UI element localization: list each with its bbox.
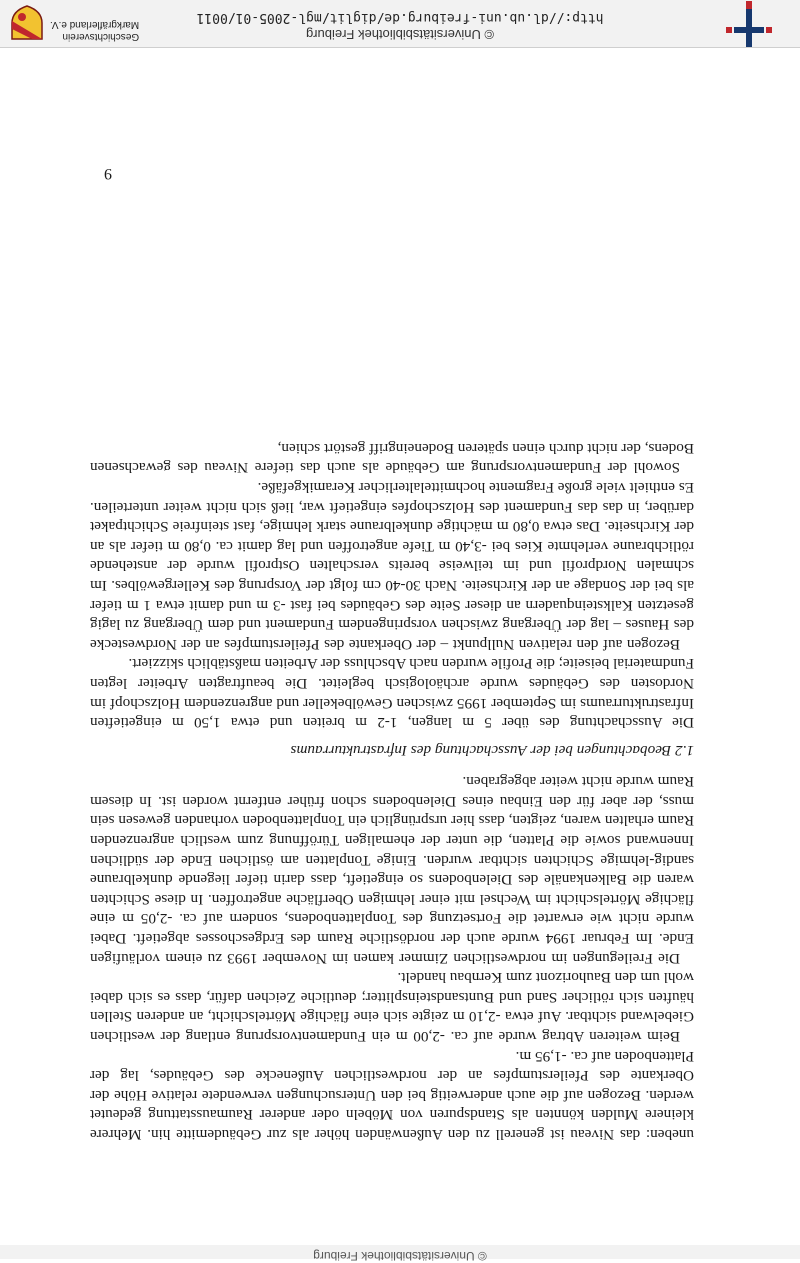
paragraph: Sowohl der Fundamentvorsprung am Gebäude als auch das tiefere Niveau des gewachsenen Bodens, der nicht durch einen späteren Bodeneingriff gestört schien,: [90, 439, 694, 477]
paragraph: Beim weiteren Abtrag wurde auf ca. -2,00 m ein Fundamentvorsprung entlang der westlichen Giebelwand sichtbar. Auf etwa -2,10 m zeigte sich eine flächige Mörtelschicht, an anderen Stellen häuften sich rötlicher Sand und Buntsandsteinsplitter; deutliche Zeichen dafür, dass es sich dabei wohl um den Bauhorizont zum Kernbau handelt.: [90, 969, 694, 1046]
club-name: [50, 18, 139, 42]
club-name-line: Geschichtsverein: [62, 31, 140, 42]
paragraph: Die Ausschachtung des über 5 m langen, 1-2 m breiten und etwa 1,50 m eingetieften Infrastrukturraums im September 1995 zwischen Gewölbekeller und angrenzendem Holzschopf im Nordosten des Gebäudes wurde archäologisch begleitet. Die beauftragten Arbeiter legten Fundmaterial beiseite; die Profile wurden nach Abschluss der Arbeiten maßstäblich skizziert.: [90, 655, 694, 732]
section-heading: 1.2 Beobachtungen bei der Ausschachtung des Infrastrukturraums: [290, 741, 694, 759]
body-text: [90, 438, 694, 1144]
top-strip-text: © Universitätsbibliothek Freiburg: [313, 1249, 487, 1263]
paragraph: uneben: das Niveau ist generell zu den Außenwänden höher als zur Gebäudemitte hin. Mehrere kleinere Mulden könnten als Standspuren von Möbeln oder anderer Raumausstattung gedeutet werden. Bezogen auf die auch anderweitig bei den Untersuchungen verwendete relative Höhe der Oberkante des Pfeilerstumpfes an der nordwestlichen Außenecke des Gebäudes, lag der Plattenboden auf ca. -1,95 m.: [90, 1047, 694, 1143]
paragraph: Die Freilegungen im nordwestlichen Zimmer kamen im November 1993 zu einem vorläufigen Ende. Im Februar 1994 wurde auch der nordöstliche Raum des Erdgeschosses abgetieft. Dabei wurde nicht wie erwartet die Fortsetzung des Tonplattenbodens, sondern auf ca. -2,05 m eine flächige Mörtelschicht im Wechsel mit einer lehmigen Oberfläche angetroffen. In diese Schichten waren die Balkenkanäle des Dielenbodens so eingetieft, dass darin tiefer liegende dunkelbraune sandig-lehmige Schichten sichtbar wurden. Einige Tonplatten am östlichen Ende der südlichen Innenwand sowie die Platten, die unter der ehemaligen Türöffnung zum westlich angrenzenden Raum erhalten waren, zeigten, dass hier ursprünglich ein Tonplattenboden vorhanden gewesen sein muss, der aber für den Einbau eines Dielenbodens schon früher entfernt worden ist. In diesem Raum wurde nicht weiter abgegraben.: [90, 773, 694, 967]
footer-copyright: © Universitätsbibliothek Freiburg: [305, 27, 495, 42]
footer-band: [0, 0, 800, 48]
footer-url[interactable]: http://dl.ub.uni-freiburg.de/diglit/mgl-2005-01/0011: [196, 10, 604, 25]
paragraph: Bezogen auf den relativen Nullpunkt – der Oberkante des Pfeilerstumpfes an der Nordwestecke des Hauses – lag der Übergang zwischen vorspringendem Fundament und dem Übergang zu lagig gesetzten Kalksteinquadern an dieser Seite des Gebäudes bei fast -3 m und damit etwa 1 m tiefer als bei der Sondage an der Kirchseite. Nach 30-40 cm folgt der Vorsprung des Kellergewölbes. Im schmalen Nordprofil und im teilweise bereits verschalten Ostprofil wurde der anstehende rötlichbraune verlehmte Kies bei -3,40 m Tiefe angetroffen und lag damit ca. 0,80 m tiefer als an der Kirchseite. Das etwa 0,80 m mächtige dunkelbraune stark lehmige, fast steinfreie Schichtpaket darüber, in das das Fundament des Holzschopfes eingetieft war, ließ sich nicht weiter unterteilen. Es enthielt viele große Fragmente hochmittelalterlicher Keramikgefäße.: [90, 479, 694, 653]
page-number: 9: [104, 165, 112, 182]
club-crest-icon: [10, 5, 44, 41]
club-name-line: Markgräflerland e.V.: [50, 19, 140, 30]
top-strip: [0, 1245, 800, 1263]
